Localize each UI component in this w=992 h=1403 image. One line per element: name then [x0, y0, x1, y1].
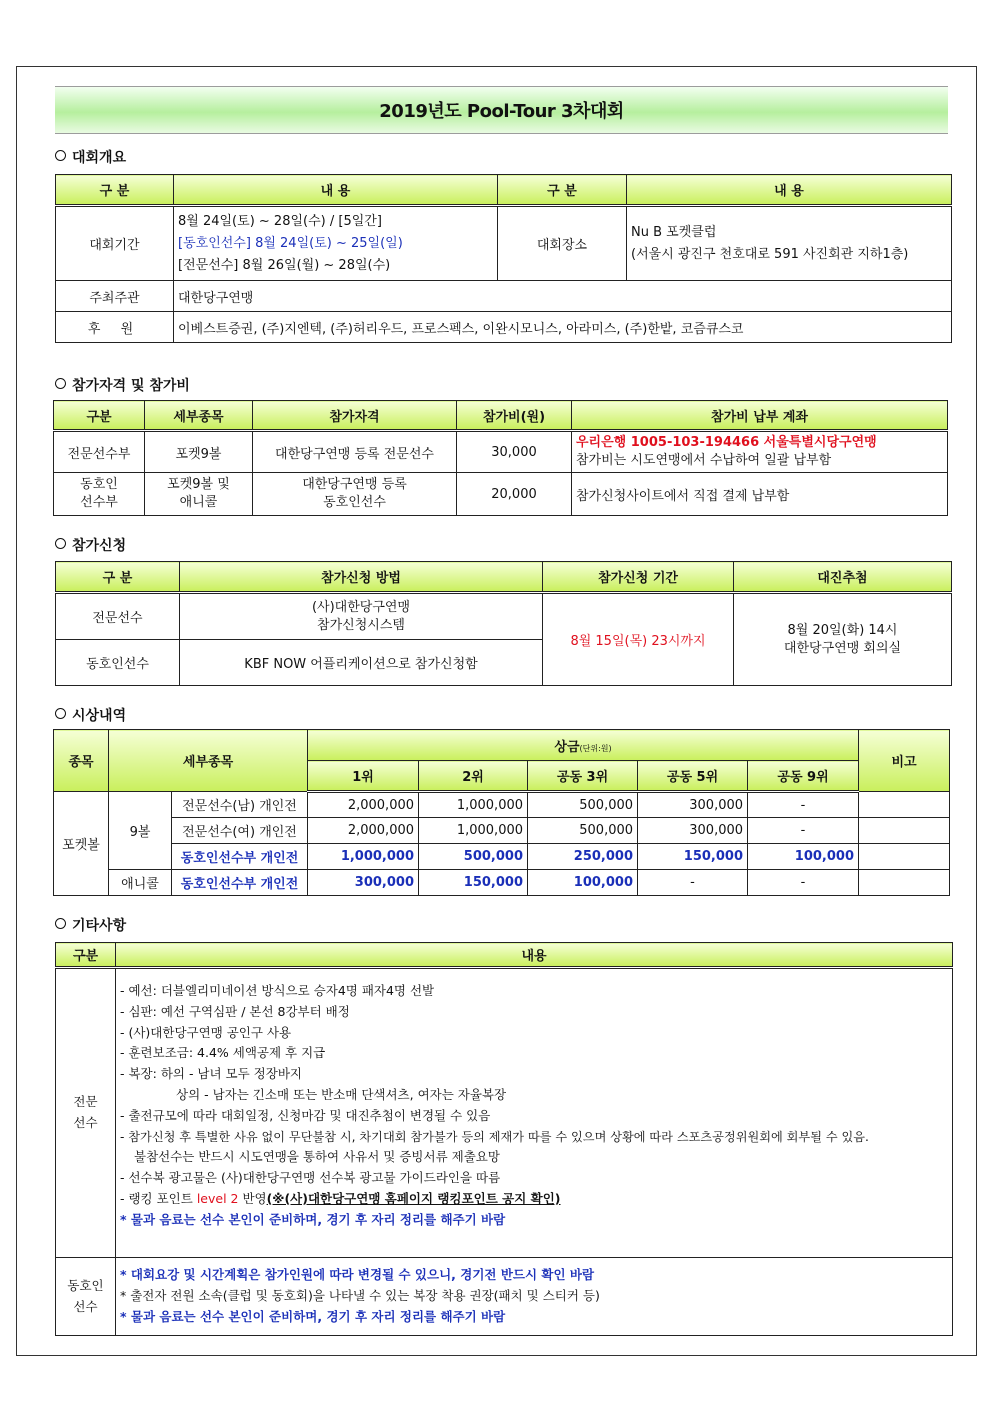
circle-bullet-icon [55, 150, 66, 161]
table-row: 포켓볼 9볼 전문선수(남) 개인전 2,000,000 1,000,000 500,000 300,000 - [54, 792, 950, 818]
col-header: 참가신청 방법 [180, 562, 543, 593]
col-header: 종목 [54, 730, 109, 792]
circle-bullet-icon [55, 378, 66, 389]
period-label: 대회기간 [56, 206, 174, 281]
circle-bullet-icon [55, 538, 66, 549]
col-header: 상금(단위:원) [308, 730, 859, 761]
circle-bullet-icon [55, 918, 66, 929]
col-header: 내 용 [174, 175, 498, 206]
col-header: 구 분 [56, 562, 180, 593]
col-header: 참가비(원) [457, 401, 572, 431]
col-header: 1위 [308, 761, 419, 792]
col-header: 비고 [859, 730, 950, 792]
col-header: 내용 [116, 943, 953, 968]
sponsor-value: 이베스트증권, (주)지엔텍, (주)허리우드, 프로스펙스, 이완시모니스, 아라미스, (주)한밭, 코즘큐스코 [174, 312, 952, 343]
section-heading-application: 참가신청 [55, 535, 126, 555]
application-period: 8월 15일(목) 23시까지 [543, 593, 734, 686]
col-header: 구 분 [56, 175, 174, 206]
sponsor-label: 후 원 [56, 312, 174, 343]
section-heading-misc: 기타사항 [55, 915, 126, 935]
overview-table [55, 174, 952, 343]
amateur-notes: * 대회요강 및 시간계획은 참가인원에 따라 변경될 수 있으니, 경기전 반드시 확인 바람 * 출전자 전원 소속(클럽 및 동호회)을 나타낼 수 있는 복장 착용 권장(패치 및 스티커 등) * 물과 음료는 선수 본인이 준비하며, 경기 후 자리 정리를 해주기 바람 [116, 1258, 953, 1336]
prize-table [53, 729, 950, 896]
col-header: 세부종목 [145, 401, 253, 431]
section-heading-prizes: 시상내역 [55, 705, 126, 725]
host-value: 대한당구연맹 [174, 281, 952, 312]
section-heading-eligibility: 참가자격 및 참가비 [55, 375, 190, 395]
bank-account: 우리은행 1005-103-194466 서울특별시당구연맹 [576, 435, 877, 450]
col-header: 구분 [56, 943, 116, 968]
col-header: 참가비 납부 계좌 [572, 401, 948, 431]
col-header: 구분 [54, 401, 145, 431]
section-heading-overview: 대회개요 [55, 147, 126, 167]
col-header: 참가자격 [253, 401, 457, 431]
eligibility-table [53, 400, 948, 516]
table-row: 동호인 선수부 포켓9볼 및 애니콜 대한당구연맹 등록 동호인선수 20,000 참가신청사이트에서 직접 결제 납부함 [54, 473, 948, 516]
col-header: 세부종목 [109, 730, 308, 792]
col-header: 2위 [419, 761, 528, 792]
period-value: 8월 24일(토) ~ 28일(수) / [5일간] [동호인선수] 8월 24일(토) ~ 25일(일) [전문선수] 8월 26일(월) ~ 28일(수) [174, 206, 498, 281]
pro-label: 전문 선수 [56, 968, 116, 1258]
misc-table [55, 942, 953, 1336]
page-title: 2019년도 Pool-Tour 3차대회 [55, 86, 948, 134]
venue-label: 대회장소 [498, 206, 627, 281]
venue-value: Nu B 포켓클럽 (서울시 광진구 천호대로 591 사진회관 지하1층) [627, 206, 952, 281]
table-row: 동호인선수부 개인전 1,000,000 500,000 250,000 150,000 100,000 [54, 844, 950, 870]
col-header: 공동 9위 [748, 761, 859, 792]
table-row: 전문선수부 포켓9볼 대한당구연맹 등록 전문선수 30,000 우리은행 1005-103-194466 서울특별시당구연맹 참가비는 시도연맹에서 수납하여 일괄 납부함 [54, 431, 948, 473]
table-row: 애니콜 동호인선수부 개인전 300,000 150,000 100,000 - - [54, 870, 950, 896]
circle-bullet-icon [55, 708, 66, 719]
col-header: 내 용 [627, 175, 952, 206]
pro-notes: - 예선: 더블엘리미네이션 방식으로 승자4명 패자4명 선발 - 심판: 예선 구역심판 / 본선 8강부터 배정 - (사)대한당구연맹 공인구 사용 - 훈련보조금: 4.4% 세액공제 후 지급 - 복장: 하의 - 남녀 모두 정장바지 상의 - 남자는 긴소매 또는 반소매 단색셔츠, 여자는 자율복장 - 출전규모에 따라 대회일정, 신청마감 및 대진추첨이 변경될 수 있음 - 참가신청 후 특별한 사유 없이 무단불참 시, 차기대회 참가불가 등의 제재가 따를 수 있으며 상황에 따라 스포츠공정위원회에 회부될 수 있음. 불참선수는 반드시 시도연맹을 통하여 사유서 및 증빙서류 제출요망 - 선수복 광고물은 (사)대한당구연맹 선수복 광고물 가이드라인을 따름 - 랭킹 포인트 level 2 반영(※(사)대한당구연맹 홈페이지 랭킹포인트 공지 확인) * 물과 음료는 선수 본인이 준비하며, 경기 후 자리 정리를 해주기 바람 [116, 968, 953, 1258]
draw-info: 8월 20일(화) 14시 대한당구연맹 회의실 [734, 593, 952, 686]
application-table: 구 분 참가신청 방법 참가신청 기간 대진추첨 전문선수 (사)대한당구연맹 참가신청시스템 8월 15일(목) 23시까지 8월 20일(화) 14시 대한당구연맹 회의실 동호인선수 KBF NOW 어플리케이션으로 참가신청함 [55, 561, 952, 686]
col-header: 참가신청 기간 [543, 562, 734, 593]
col-header: 공동 3위 [528, 761, 638, 792]
host-label: 주최주관 [56, 281, 174, 312]
amateur-label: 동호인 선수 [56, 1258, 116, 1336]
col-header: 구 분 [498, 175, 627, 206]
col-header: 공동 5위 [638, 761, 748, 792]
table-row: 전문선수(여) 개인전 2,000,000 1,000,000 500,000 300,000 - [54, 818, 950, 844]
col-header: 대진추첨 [734, 562, 952, 593]
